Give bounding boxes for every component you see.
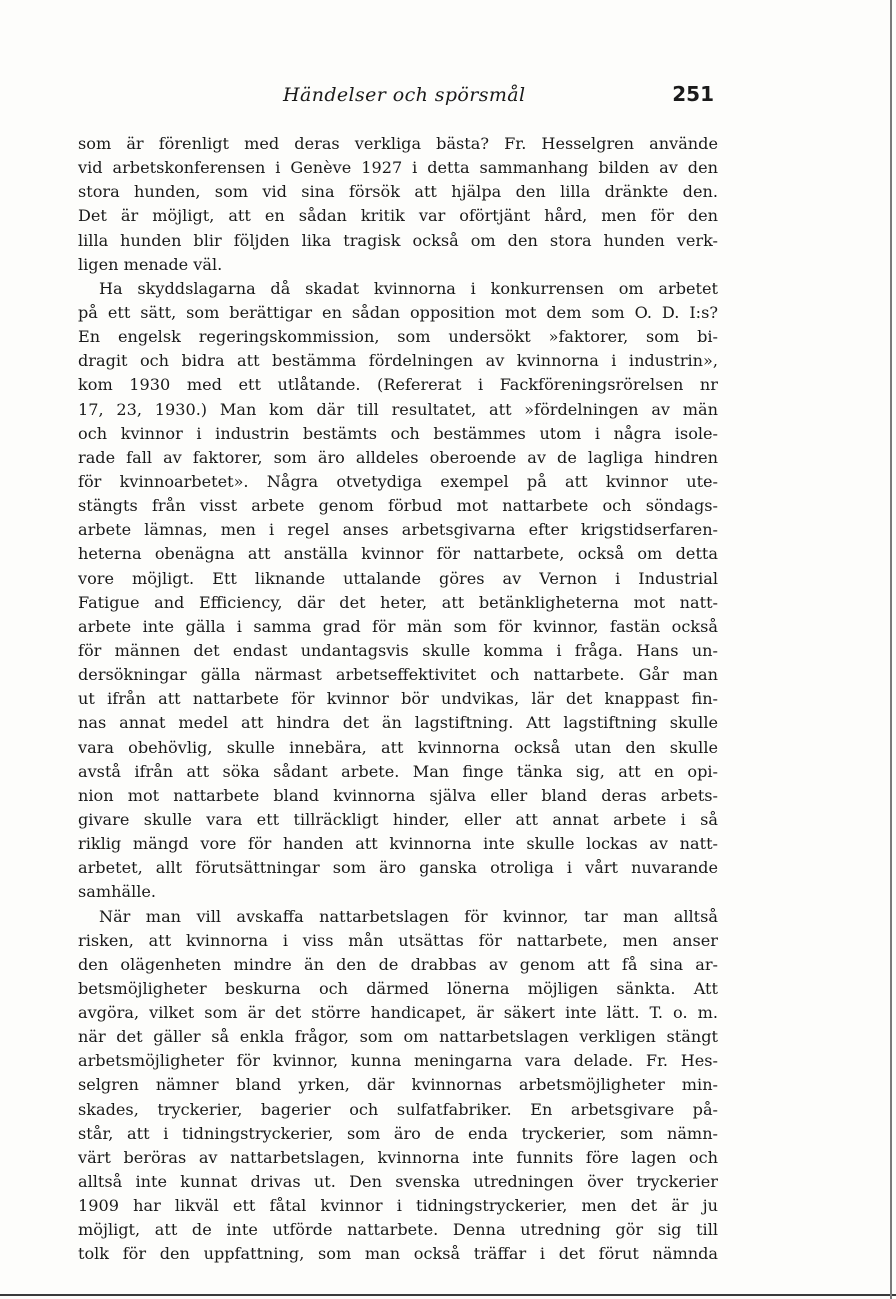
page-header bbox=[78, 84, 714, 114]
text-line: vid arbetskonferensen i Genève 1927 i detta sammanhang bilden av den bbox=[78, 158, 718, 178]
text-line: värt beröras av nattarbetslagen, kvinnorna inte funnits före lagen och bbox=[78, 1147, 718, 1167]
text-line: vore möjligt. Ett liknande uttalande göres av Vernon i Industrial bbox=[78, 568, 718, 588]
text-line: för männen det endast undantagsvis skulle komma i fråga. Hans un- bbox=[78, 640, 718, 660]
text-line: arbetet, allt förutsättningar som äro ganska otroliga i vårt nuvarande bbox=[78, 858, 718, 878]
text-line: 17, 23, 1930.) Man kom där till resultatet, att »fördelningen av män bbox=[78, 399, 718, 419]
text-line: 1909 har likväl ett fåtal kvinnor i tidningstryckerier, men det är ju bbox=[78, 1196, 718, 1216]
text-line: avgöra, vilket som är det större handicapet, är säkert inte lätt. T. o. m. bbox=[78, 1003, 718, 1023]
text-line: på ett sätt, som berättigar en sådan opposition mot dem som O. D. I:s? bbox=[78, 302, 718, 322]
text-line: betsmöjligheter beskurna och därmed lönerna möjligen sänkta. Att bbox=[78, 978, 718, 998]
text-line: avstå ifrån att söka sådant arbete. Man finge tänka sig, att en opi- bbox=[78, 761, 718, 781]
text-line: möjligt, att de inte utförde nattarbete. Denna utredning gör sig till bbox=[78, 1220, 718, 1240]
text-line: arbetsmöjligheter för kvinnor, kunna meningarna vara delade. Fr. Hes- bbox=[78, 1051, 718, 1071]
text-line: skades, tryckerier, bagerier och sulfatfabriker. En arbetsgivare på- bbox=[78, 1099, 718, 1119]
text-line: ligen menade väl. bbox=[78, 254, 223, 274]
text-line: givare skulle vara ett tillräckligt hinder, eller att annat arbete i så bbox=[78, 809, 718, 829]
text-line: Fatigue and Efficiency, där det heter, att betänkligheterna mot natt- bbox=[78, 592, 718, 612]
text-line: lilla hunden blir följden lika tragisk också om den stora hunden verk- bbox=[78, 230, 718, 250]
text-line: Ha skyddslagarna då skadat kvinnorna i konkurrensen om arbetet bbox=[99, 278, 718, 298]
text-line: dragit och bidra att bestämma fördelningen av kvinnorna i industrin», bbox=[78, 351, 718, 371]
page-number: 251 bbox=[672, 82, 714, 106]
text-line: alltså inte kunnat drivas ut. Den svenska utredningen över tryckerier bbox=[78, 1172, 718, 1192]
running-title: Händelser och spörsmål bbox=[283, 84, 526, 106]
text-line: heterna obenägna att anställa kvinnor för nattarbete, också om detta bbox=[78, 544, 718, 564]
text-line: nion mot nattarbete bland kvinnorna själva eller bland deras arbets- bbox=[78, 785, 718, 805]
text-line: som är förenligt med deras verkliga bästa? Fr. Hesselgren använde bbox=[78, 134, 718, 153]
text-line: risken, att kvinnorna i viss mån utsättas för nattarbete, men anser bbox=[78, 930, 718, 950]
body-text bbox=[78, 132, 718, 1267]
text-line: den olägenheten mindre än den de drabbas av genom att få sina ar- bbox=[78, 954, 718, 974]
text-line: stora hunden, som vid sina försök att hjälpa den lilla dränkte den. bbox=[78, 182, 718, 202]
text-line: när det gäller så enkla frågor, som om nattarbetslagen verkligen stängt bbox=[78, 1027, 718, 1047]
text-line: ut ifrån att nattarbete för kvinnor bör undvikas, lär det knappast fin- bbox=[78, 689, 718, 709]
text-line: för kvinnoarbetet». Några otvetydiga exempel på att kvinnor ute- bbox=[78, 471, 718, 491]
page-right-edge bbox=[890, 0, 892, 1299]
text-line: riklig mängd vore för handen att kvinnorna inte skulle lockas av natt- bbox=[78, 834, 718, 854]
text-line: När man vill avskaffa nattarbetslagen för kvinnor, tar man alltså bbox=[99, 906, 718, 926]
text-line: selgren nämner bland yrken, där kvinnornas arbetsmöjligheter min- bbox=[78, 1075, 718, 1095]
text-line: rade fall av faktorer, som äro alldeles oberoende av de lagliga hindren bbox=[78, 447, 718, 467]
text-line: arbete inte gälla i samma grad för män som för kvinnor, fastän också bbox=[78, 616, 718, 636]
text-line: dersökningar gälla närmast arbetseffektivitet och nattarbete. Går man bbox=[78, 665, 718, 685]
text-line: Det är möjligt, att en sådan kritik var oförtjänt hård, men för den bbox=[78, 206, 718, 226]
text-line: står, att i tidningstryckerier, som äro de enda tryckerier, som nämn- bbox=[78, 1123, 718, 1143]
text-line: kom 1930 med ett utlåtande. (Refererat i Fackföreningsrörelsen nr bbox=[78, 375, 718, 395]
text-line: och kvinnor i industrin bestämts och bestämmes utom i några isole- bbox=[78, 423, 718, 443]
page-bottom-edge bbox=[0, 1294, 896, 1296]
text-line: tolk för den uppfattning, som man också träffar i det förut nämnda bbox=[78, 1244, 718, 1264]
text-line: En engelsk regeringskommission, som undersökt »faktorer, som bi- bbox=[78, 327, 718, 347]
text-line: arbete lämnas, men i regel anses arbetsgivarna efter krigstidserfaren- bbox=[78, 520, 718, 540]
text-line: nas annat medel att hindra det än lagstiftning. Att lagstiftning skulle bbox=[78, 713, 718, 733]
text-line: vara obehövlig, skulle innebära, att kvinnorna också utan den skulle bbox=[78, 737, 718, 757]
text-line: samhälle. bbox=[78, 882, 157, 902]
text-line: stängts från visst arbete genom förbud mot nattarbete och söndags- bbox=[78, 496, 718, 516]
